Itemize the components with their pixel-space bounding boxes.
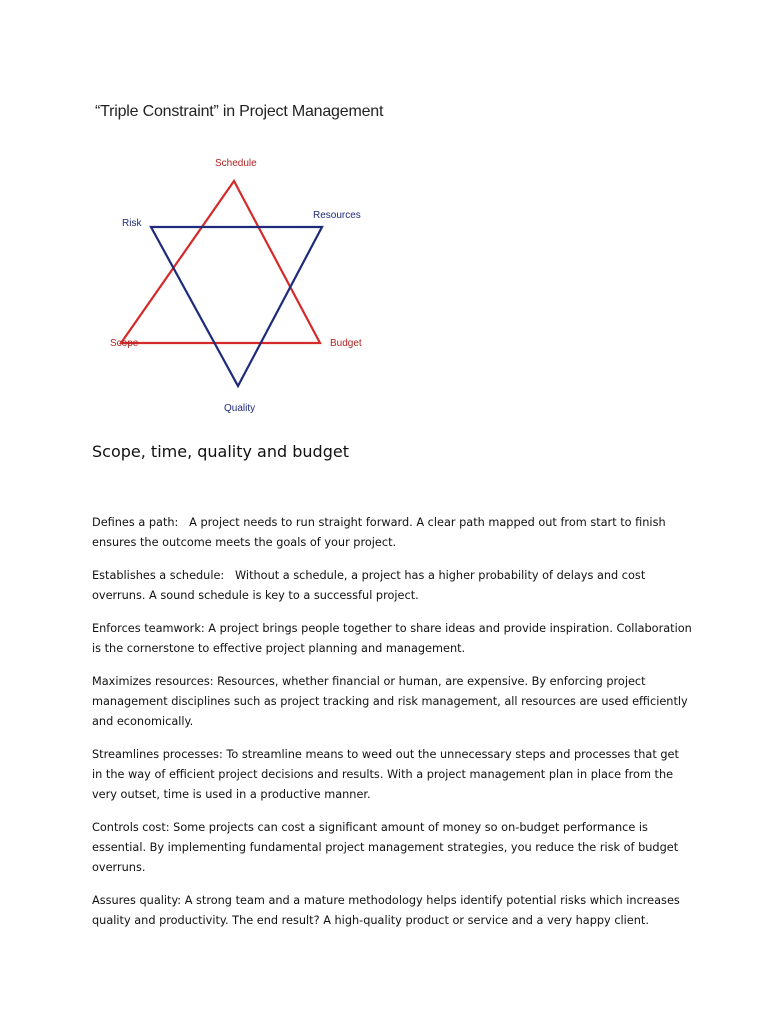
paragraph: [92, 566, 692, 606]
paragraph-lead: Enforces teamwork:: [92, 622, 209, 635]
paragraph: [92, 513, 692, 553]
scope-label: Scope: [110, 338, 139, 349]
paragraph-text: To streamline means to weed out the unnecessary steps and processes that get in the way of efficient project decisions and results. With a project management plan in place from the very outset, time is used in a productive manner.: [92, 748, 679, 801]
risk-label: Risk: [122, 218, 142, 229]
paragraph: [92, 818, 692, 878]
triple-constraint-figure: [90, 95, 410, 425]
paragraph-text: A strong team and a mature methodology helps identify potential risks which increases quality and productivity. The end result? A high-quality product or service and a very happy client.: [92, 894, 680, 927]
paragraph-text: A project brings people together to share ideas and provide inspiration. Collaboration is the cornerstone to effective project planning and management.: [92, 622, 692, 655]
paragraph-text: Without a schedule, a project has a higher probability of delays and cost overruns. A sound schedule is key to a successful project.: [92, 569, 646, 602]
paragraph-lead: Streamlines processes:: [92, 748, 227, 761]
paragraph: [92, 745, 692, 805]
figure-title: “Triple Constraint” in Project Management: [95, 103, 384, 120]
schedule-label: Schedule: [215, 158, 257, 169]
paragraph-lead: Assures quality:: [92, 894, 185, 907]
quality-label: Quality: [224, 403, 256, 414]
body-text: [92, 513, 692, 944]
paragraph: [92, 891, 692, 931]
paragraph: [92, 672, 692, 732]
paragraph-text: Some projects can cost a significant amount of money so on-budget performance is essential. By implementing fundamental project management strategies, you reduce the risk of budget overruns.: [92, 821, 679, 874]
paragraph-lead: Defines a path:: [92, 516, 190, 529]
paragraph: [92, 619, 692, 659]
star-diagram: [90, 95, 410, 425]
paragraph-lead: Maximizes resources:: [92, 675, 218, 688]
paragraph-text: A project needs to run straight forward. A clear path mapped out from start to finish ensures the outcome meets the goals of your project.: [92, 516, 666, 549]
blue-triangle: [151, 227, 322, 386]
section-heading: Scope, time, quality and budget: [92, 442, 349, 461]
paragraph-text: Resources, whether financial or human, are expensive. By enforcing project management disciplines such as project tracking and risk management, all resources are used efficiently and economically.: [92, 675, 688, 728]
paragraph-lead: Controls cost:: [92, 821, 174, 834]
budget-label: Budget: [330, 338, 362, 349]
resources-label: Resources: [313, 210, 361, 221]
red-triangle: [121, 181, 320, 343]
paragraph-lead: Establishes a schedule:: [92, 569, 236, 582]
